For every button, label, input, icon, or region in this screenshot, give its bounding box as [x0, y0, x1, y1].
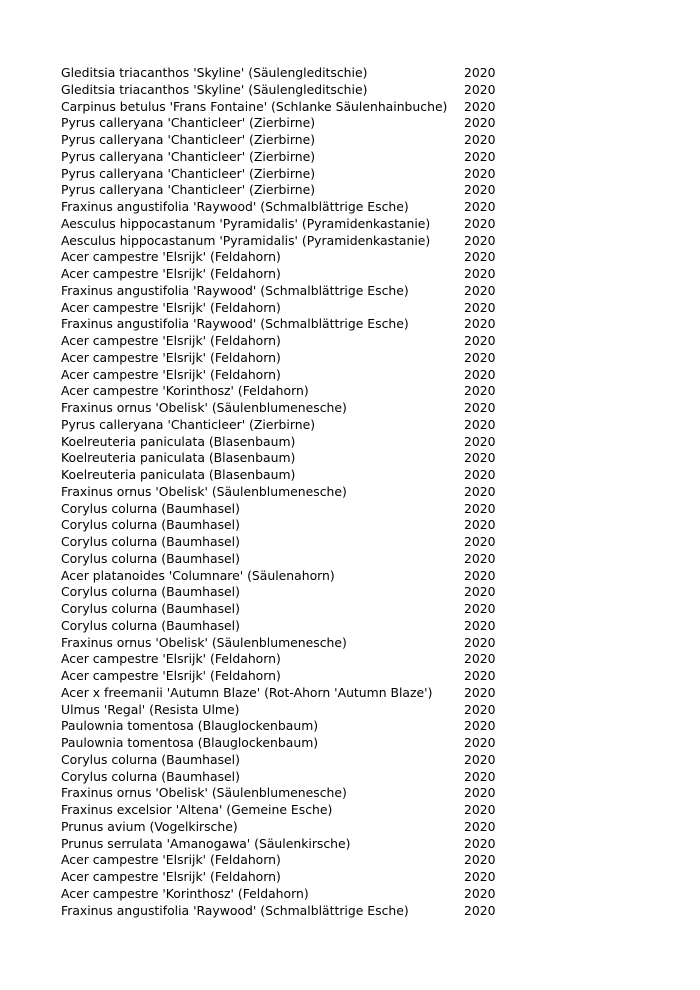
table-row [61, 383, 501, 400]
planting-year: 2020 [464, 735, 496, 750]
planting-year: 2020 [464, 785, 496, 801]
tree-species-name: Pyrus calleryana 'Chanticleer' (Zierbirne) [61, 182, 316, 198]
planting-year: 2020 [464, 450, 496, 466]
tree-species-name: Prunus serrulata 'Amanogawa' (Säulenkirsche) [61, 835, 351, 851]
planting-year: 2020 [464, 316, 496, 332]
tree-species-name: Koelreuteria paniculata (Blasenbaum) [61, 433, 296, 449]
planting-year: 2020 [464, 885, 496, 901]
planting-year: 2020 [464, 534, 496, 549]
planting-year: 2020 [464, 433, 496, 449]
planting-year: 2020 [464, 701, 496, 717]
table-row [61, 417, 501, 434]
tree-species-name: Acer campestre 'Elsrijk' (Feldahorn) [61, 349, 281, 365]
table-row [61, 249, 501, 266]
table-row [61, 367, 501, 384]
tree-species-name: Carpinus betulus 'Frans Fontaine' (Schlanke Säulenhainbuche) [61, 98, 448, 114]
table-row [61, 568, 501, 585]
planting-year: 2020 [464, 182, 496, 198]
planting-year: 2020 [464, 400, 496, 415]
tree-species-name: Acer campestre 'Elsrijk' (Feldahorn) [61, 869, 281, 884]
tree-species-name: Gleditsia triacanthos 'Skyline' (Säulengleditschie) [61, 65, 368, 80]
table-row [61, 534, 501, 551]
planting-year: 2020 [464, 349, 496, 365]
table-row [61, 266, 501, 283]
table-row [61, 99, 501, 116]
tree-species-name: Pyrus calleryana 'Chanticleer' (Zierbirne) [61, 115, 316, 131]
tree-species-name: Fraxinus angustifolia 'Raywood' (Schmalblättrige Esche) [61, 902, 409, 918]
tree-species-name: Pyrus calleryana 'Chanticleer' (Zierbirne) [61, 416, 316, 432]
tree-species-name: Corylus colurna (Baumhasel) [61, 500, 240, 516]
planting-year: 2020 [464, 115, 496, 131]
tree-species-name: Corylus colurna (Baumhasel) [61, 534, 240, 549]
planting-year: 2020 [464, 584, 496, 600]
table-row [61, 517, 501, 534]
tree-species-name: Fraxinus ornus 'Obelisk' (Säulenblumenesche) [61, 483, 347, 499]
tree-species-name: Acer x freemanii 'Autumn Blaze' (Rot-Ahorn 'Autumn Blaze') [61, 684, 433, 700]
tree-species-name: Acer campestre 'Elsrijk' (Feldahorn) [61, 266, 281, 281]
planting-year: 2020 [464, 299, 496, 315]
table-row [61, 132, 501, 149]
tree-species-name: Corylus colurna (Baumhasel) [61, 768, 240, 784]
tree-species-name: Pyrus calleryana 'Chanticleer' (Zierbirne) [61, 148, 316, 164]
table-row [61, 316, 501, 333]
planting-year: 2020 [464, 852, 496, 868]
table-row [61, 903, 501, 920]
table-row [61, 551, 501, 568]
planting-year: 2020 [464, 148, 496, 164]
table-row [61, 802, 501, 819]
planting-year: 2020 [464, 249, 496, 265]
planting-year: 2020 [464, 818, 496, 834]
table-row [61, 752, 501, 769]
table-row [61, 869, 501, 886]
table-row [61, 718, 501, 735]
table-row [61, 65, 501, 82]
table-row [61, 333, 501, 350]
planting-year: 2020 [464, 81, 496, 97]
table-row [61, 852, 501, 869]
table-row [61, 601, 501, 618]
table-row [61, 233, 501, 250]
tree-species-name: Acer campestre 'Elsrijk' (Feldahorn) [61, 651, 281, 667]
tree-species-name: Acer platanoides 'Columnare' (Säulenahorn) [61, 567, 335, 583]
tree-species-name: Corylus colurna (Baumhasel) [61, 751, 240, 767]
table-row [61, 836, 501, 853]
planting-year: 2020 [464, 483, 496, 499]
tree-species-name: Corylus colurna (Baumhasel) [61, 584, 240, 600]
table-row [61, 350, 501, 367]
table-row [61, 702, 501, 719]
tree-species-name: Fraxinus angustifolia 'Raywood' (Schmalblättrige Esche) [61, 199, 409, 214]
planting-year: 2020 [464, 282, 496, 298]
tree-species-name: Koelreuteria paniculata (Blasenbaum) [61, 467, 296, 482]
table-row [61, 484, 501, 501]
planting-year: 2020 [464, 651, 496, 667]
tree-species-name: Gleditsia triacanthos 'Skyline' (Säulengleditschie) [61, 81, 368, 97]
tree-species-name: Koelreuteria paniculata (Blasenbaum) [61, 450, 296, 466]
tree-list [61, 65, 501, 919]
table-row [61, 82, 501, 99]
planting-year: 2020 [464, 634, 496, 650]
table-row [61, 182, 501, 199]
planting-year: 2020 [464, 751, 496, 767]
table-row [61, 149, 501, 166]
table-row [61, 819, 501, 836]
table-row [61, 467, 501, 484]
planting-year: 2020 [464, 802, 496, 817]
tree-species-name: Corylus colurna (Baumhasel) [61, 550, 240, 566]
tree-species-name: Fraxinus ornus 'Obelisk' (Säulenblumenesche) [61, 785, 347, 801]
planting-year: 2020 [464, 199, 496, 214]
planting-year: 2020 [464, 383, 496, 399]
tree-species-name: Acer campestre 'Korinthosz' (Feldahorn) [61, 885, 309, 901]
table-row [61, 785, 501, 802]
table-row [61, 685, 501, 702]
table-row [61, 635, 501, 652]
table-row [61, 283, 501, 300]
tree-species-name: Aesculus hippocastanum 'Pyramidalis' (Pyramidenkastanie) [61, 232, 431, 248]
tree-species-name: Acer campestre 'Korinthosz' (Feldahorn) [61, 383, 309, 399]
tree-species-name: Acer campestre 'Elsrijk' (Feldahorn) [61, 333, 281, 348]
tree-species-name: Fraxinus angustifolia 'Raywood' (Schmalblättrige Esche) [61, 282, 409, 298]
table-row [61, 434, 501, 451]
tree-species-name: Corylus colurna (Baumhasel) [61, 517, 240, 533]
tree-species-name: Pyrus calleryana 'Chanticleer' (Zierbirne) [61, 132, 316, 147]
table-row [61, 735, 501, 752]
planting-year: 2020 [464, 500, 496, 516]
planting-year: 2020 [464, 98, 496, 114]
tree-species-name: Fraxinus excelsior 'Altena' (Gemeine Esche) [61, 802, 333, 817]
planting-year: 2020 [464, 416, 496, 432]
table-row [61, 450, 501, 467]
table-row [61, 216, 501, 233]
tree-species-name: Fraxinus angustifolia 'Raywood' (Schmalblättrige Esche) [61, 316, 409, 332]
planting-year: 2020 [464, 333, 496, 348]
planting-year: 2020 [464, 617, 496, 633]
tree-species-name: Aesculus hippocastanum 'Pyramidalis' (Pyramidenkastanie) [61, 215, 431, 231]
planting-year: 2020 [464, 902, 496, 918]
tree-species-name: Acer campestre 'Elsrijk' (Feldahorn) [61, 852, 281, 868]
planting-year: 2020 [464, 718, 496, 734]
planting-year: 2020 [464, 165, 496, 181]
tree-species-name: Fraxinus ornus 'Obelisk' (Säulenblumenesche) [61, 400, 347, 415]
table-row [61, 651, 501, 668]
planting-year: 2020 [464, 366, 496, 382]
table-row [61, 584, 501, 601]
planting-year: 2020 [464, 835, 496, 851]
table-row [61, 618, 501, 635]
planting-year: 2020 [464, 65, 496, 80]
tree-species-name: Fraxinus ornus 'Obelisk' (Säulenblumenesche) [61, 634, 347, 650]
tree-species-name: Ulmus 'Regal' (Resista Ulme) [61, 701, 240, 717]
tree-species-name: Prunus avium (Vogelkirsche) [61, 818, 238, 834]
planting-year: 2020 [464, 266, 496, 281]
table-row [61, 300, 501, 317]
planting-year: 2020 [464, 684, 496, 700]
tree-species-name: Pyrus calleryana 'Chanticleer' (Zierbirne) [61, 165, 316, 181]
table-row [61, 501, 501, 518]
planting-year: 2020 [464, 232, 496, 248]
tree-species-name: Corylus colurna (Baumhasel) [61, 601, 240, 616]
planting-year: 2020 [464, 517, 496, 533]
tree-species-name: Paulownia tomentosa (Blauglockenbaum) [61, 718, 319, 734]
table-row [61, 668, 501, 685]
tree-species-name: Paulownia tomentosa (Blauglockenbaum) [61, 735, 319, 750]
planting-year: 2020 [464, 567, 496, 583]
tree-species-name: Acer campestre 'Elsrijk' (Feldahorn) [61, 366, 281, 382]
table-row [61, 886, 501, 903]
tree-species-name: Acer campestre 'Elsrijk' (Feldahorn) [61, 249, 281, 265]
table-row [61, 199, 501, 216]
table-row [61, 769, 501, 786]
tree-species-name: Acer campestre 'Elsrijk' (Feldahorn) [61, 299, 281, 315]
planting-year: 2020 [464, 869, 496, 884]
table-row [61, 166, 501, 183]
planting-year: 2020 [464, 550, 496, 566]
table-row [61, 400, 501, 417]
planting-year: 2020 [464, 668, 496, 683]
tree-species-name: Corylus colurna (Baumhasel) [61, 617, 240, 633]
table-row [61, 115, 501, 132]
planting-year: 2020 [464, 215, 496, 231]
planting-year: 2020 [464, 467, 496, 482]
tree-species-name: Acer campestre 'Elsrijk' (Feldahorn) [61, 668, 281, 683]
planting-year: 2020 [464, 768, 496, 784]
planting-year: 2020 [464, 132, 496, 147]
planting-year: 2020 [464, 601, 496, 616]
